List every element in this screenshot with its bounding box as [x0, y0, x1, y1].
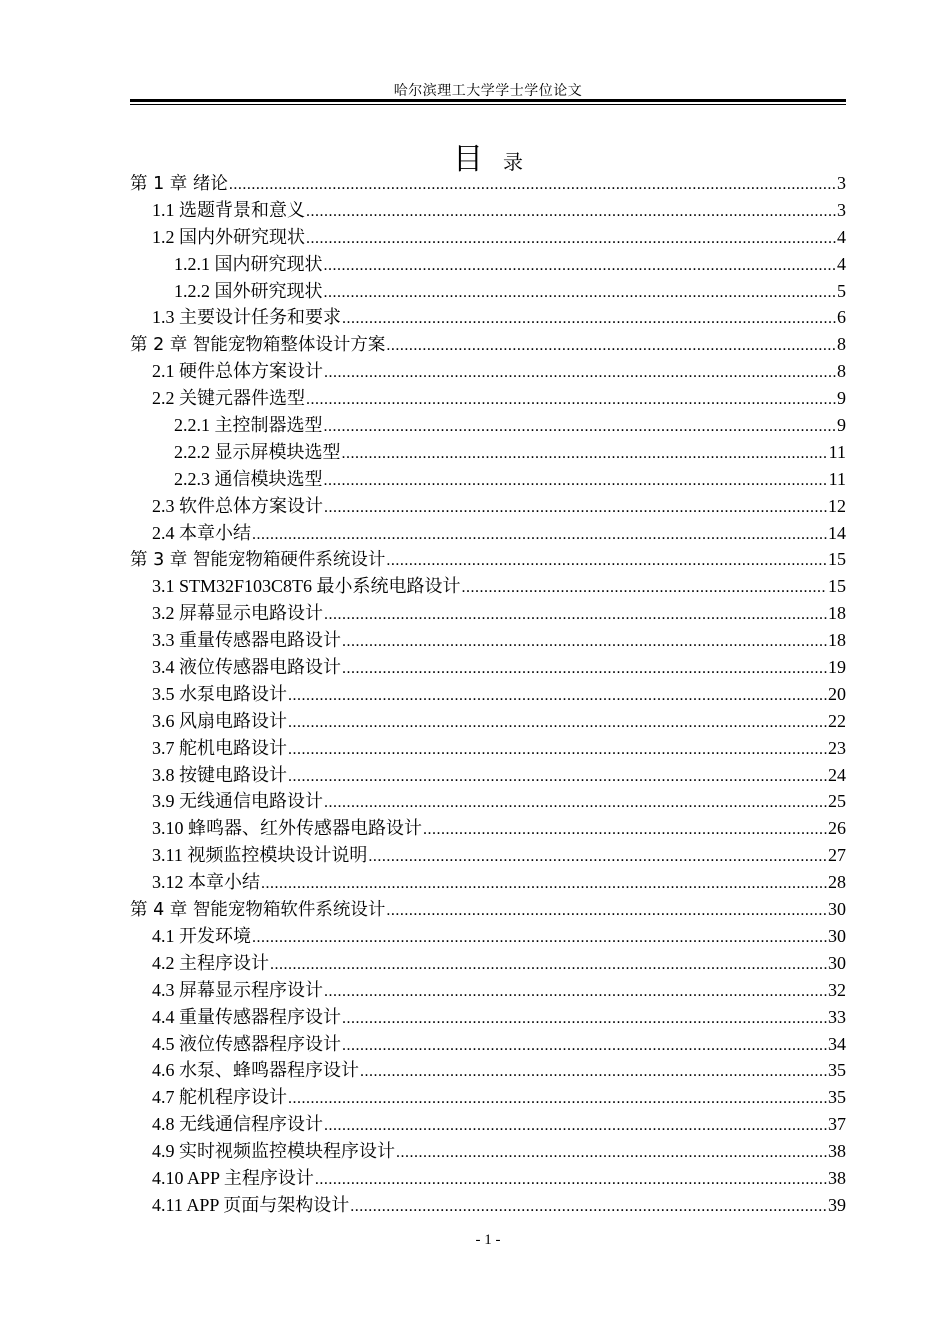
toc-entry-label: 4.9 实时视频监控模块程序设计	[152, 1141, 395, 1162]
toc-entry-page: 25	[828, 791, 846, 812]
toc-entry-label: 3.2 屏幕显示电路设计	[152, 603, 323, 624]
dot-leader	[386, 898, 827, 925]
toc-entry-label: 2.2.3 通信模块选型	[174, 468, 323, 489]
dot-leader	[288, 737, 827, 764]
dot-leader	[342, 629, 827, 656]
dot-leader	[324, 280, 837, 307]
dot-leader	[306, 226, 836, 253]
dot-leader	[324, 414, 837, 441]
toc-entry[interactable]	[130, 977, 846, 1004]
toc-entry[interactable]	[130, 251, 846, 278]
toc-entry[interactable]	[130, 869, 846, 896]
toc-entry-page: 23	[828, 737, 846, 758]
toc-entry[interactable]	[130, 546, 846, 573]
toc-entry[interactable]	[130, 762, 846, 789]
toc-entry-page: 15	[828, 549, 846, 570]
toc-entry-page: 9	[837, 415, 846, 436]
dot-leader	[288, 764, 827, 791]
dot-leader	[386, 333, 836, 360]
dot-leader	[423, 817, 827, 844]
toc-entry-page: 22	[828, 710, 846, 731]
toc-entry-label: 2.2.2 显示屏模块选型	[174, 441, 341, 462]
toc-entry-page: 15	[828, 576, 846, 597]
toc-entry[interactable]	[130, 600, 846, 627]
toc-entry-page: 38	[828, 1167, 846, 1188]
dot-leader	[288, 710, 827, 737]
toc-entry[interactable]	[130, 466, 846, 493]
toc-entry-page: 39	[828, 1194, 846, 1215]
toc-entry-label: 1.1 选题背景和意义	[152, 199, 305, 220]
dot-leader	[252, 925, 827, 952]
toc-entry[interactable]	[130, 412, 846, 439]
toc-entry-page: 8	[837, 334, 846, 355]
toc-heading-small: 录	[503, 150, 523, 174]
dot-leader	[342, 656, 827, 683]
dot-leader	[324, 602, 827, 629]
toc-entry[interactable]	[130, 331, 846, 358]
toc-entry-page: 5	[837, 280, 846, 301]
dot-leader	[342, 1033, 827, 1060]
dot-leader	[306, 387, 836, 414]
toc-entry[interactable]	[130, 950, 846, 977]
toc-entry-page: 11	[828, 441, 846, 462]
toc-entry-label: 3.6 风扇电路设计	[152, 710, 287, 731]
toc-entry-page: 3	[837, 199, 846, 220]
header-rule-thin	[130, 104, 846, 105]
page-number: - 1 -	[475, 1232, 501, 1248]
toc-heading-big: 目	[453, 142, 483, 177]
toc-entry[interactable]	[130, 654, 846, 681]
toc-entry-page: 30	[828, 925, 846, 946]
toc-entry[interactable]	[130, 1111, 846, 1138]
toc-entry-label: 2.1 硬件总体方案设计	[152, 361, 323, 382]
toc-entry[interactable]	[130, 896, 846, 923]
toc-entry[interactable]	[130, 708, 846, 735]
dot-leader	[342, 441, 828, 468]
dot-leader	[324, 979, 827, 1006]
toc-entry-page: 32	[828, 979, 846, 1000]
toc-entry[interactable]	[130, 170, 846, 197]
toc-entry[interactable]	[130, 304, 846, 331]
toc-entry[interactable]	[130, 520, 846, 547]
toc-entry-label: 3.5 水泵电路设计	[152, 683, 287, 704]
dot-leader	[324, 253, 837, 280]
toc-entry[interactable]	[130, 197, 846, 224]
toc-entry-label: 4.2 主程序设计	[152, 952, 269, 973]
toc-entry-label: 4.6 水泵、蜂鸣器程序设计	[152, 1060, 359, 1081]
toc-entry-label: 1.2.2 国外研究现状	[174, 280, 323, 301]
toc-entry[interactable]	[130, 788, 846, 815]
toc-entry-label: 3.11 视频监控模块设计说明	[152, 845, 368, 866]
toc-entry-page: 20	[828, 683, 846, 704]
toc-entry[interactable]	[130, 1084, 846, 1111]
toc-entry-label: 4.7 舵机程序设计	[152, 1087, 287, 1108]
dot-leader	[261, 871, 827, 898]
toc-entry-page: 14	[828, 522, 846, 543]
toc-entry-label: 第 4 章 智能宠物箱软件系统设计	[130, 900, 386, 921]
header-rule-thick	[130, 99, 846, 102]
toc-entry[interactable]	[130, 1165, 846, 1192]
toc-entry[interactable]	[130, 1057, 846, 1084]
toc-entry-page: 19	[828, 657, 846, 678]
dot-leader	[342, 1006, 827, 1033]
dot-leader	[252, 522, 827, 549]
toc-entry-label: 3.3 重量传感器电路设计	[152, 630, 341, 651]
toc-entry-label: 4.5 液位传感器程序设计	[152, 1033, 341, 1054]
dot-leader	[270, 952, 827, 979]
toc-entry-label: 第 1 章 绪论	[130, 174, 228, 194]
toc-entry-label: 2.4 本章小结	[152, 522, 251, 543]
dot-leader	[342, 306, 836, 333]
toc-entry-page: 38	[828, 1141, 846, 1162]
toc-entry-page: 35	[828, 1087, 846, 1108]
toc-entry-label: 4.4 重量传感器程序设计	[152, 1006, 341, 1027]
toc-entry[interactable]	[130, 681, 846, 708]
dot-leader	[288, 1086, 827, 1113]
toc-entry[interactable]	[130, 923, 846, 950]
toc-entry-label: 2.2.1 主控制器选型	[174, 415, 323, 436]
dot-leader	[350, 1194, 827, 1221]
toc-entry-label: 3.10 蜂鸣器、红外传感器电路设计	[152, 818, 422, 839]
toc-entry-label: 2.2 关键元器件选型	[152, 388, 305, 409]
toc-entry[interactable]	[130, 735, 846, 762]
toc-entry-page: 4	[837, 253, 846, 274]
toc-entry-page: 33	[828, 1006, 846, 1027]
toc-entry[interactable]	[130, 1138, 846, 1165]
dot-leader	[324, 790, 827, 817]
toc-entry-label: 4.11 APP 页面与架构设计	[152, 1194, 350, 1215]
toc-entry-label: 1.3 主要设计任务和要求	[152, 307, 341, 328]
toc-entry[interactable]	[130, 842, 846, 869]
toc-entry-page: 34	[828, 1033, 846, 1054]
dot-leader	[288, 683, 827, 710]
toc-entry-page: 9	[837, 388, 846, 409]
toc-entry-page: 4	[837, 226, 846, 247]
dot-leader	[324, 468, 828, 495]
toc-entry-page: 35	[828, 1060, 846, 1081]
toc-entry-page: 26	[828, 818, 846, 839]
dot-leader	[324, 495, 827, 522]
dot-leader	[324, 1113, 827, 1140]
toc-entry-label: 第 3 章 智能宠物箱硬件系统设计	[130, 550, 386, 571]
toc-entry[interactable]	[130, 573, 846, 600]
toc-entry-page: 12	[828, 495, 846, 516]
toc-entry-label: 3.1 STM32F103C8T6 最小系统电路设计	[152, 576, 461, 597]
toc-entry-label: 3.12 本章小结	[152, 872, 260, 893]
toc-entry[interactable]	[130, 1004, 846, 1031]
toc-entry-label: 4.1 开发环境	[152, 925, 251, 946]
toc-entry-page: 18	[828, 630, 846, 651]
toc-entry-label: 3.8 按键电路设计	[152, 764, 287, 785]
toc-entry[interactable]	[130, 224, 846, 251]
toc-entry-label: 3.9 无线通信电路设计	[152, 791, 323, 812]
toc-entry-page: 8	[837, 361, 846, 382]
toc-entry-label: 1.2.1 国内研究现状	[174, 253, 323, 274]
toc-entry-page: 6	[837, 307, 846, 328]
toc-entry[interactable]	[130, 1031, 846, 1058]
dot-leader	[396, 1140, 827, 1167]
toc-entry-page: 28	[828, 872, 846, 893]
dot-leader	[324, 360, 836, 387]
dot-leader	[360, 1059, 827, 1086]
toc-entry-label: 3.4 液位传感器电路设计	[152, 657, 341, 678]
toc-entry-label: 4.8 无线通信程序设计	[152, 1114, 323, 1135]
toc-entry-label: 第 2 章 智能宠物箱整体设计方案	[130, 335, 386, 356]
dot-leader	[306, 199, 836, 226]
toc-entry-page: 37	[828, 1114, 846, 1135]
table-of-contents	[130, 170, 846, 1219]
toc-entry[interactable]	[130, 358, 846, 385]
dot-leader	[462, 575, 827, 602]
toc-entry[interactable]	[130, 1192, 846, 1219]
toc-entry-page: 18	[828, 603, 846, 624]
toc-entry[interactable]	[130, 278, 846, 305]
toc-entry-page: 27	[828, 845, 846, 866]
toc-entry-label: 2.3 软件总体方案设计	[152, 495, 323, 516]
toc-entry[interactable]	[130, 385, 846, 412]
running-header: 哈尔滨理工大学学士学位论文	[393, 84, 583, 99]
toc-entry[interactable]	[130, 627, 846, 654]
toc-entry-page: 11	[828, 468, 846, 489]
toc-entry-label: 4.10 APP 主程序设计	[152, 1167, 314, 1188]
dot-leader	[386, 548, 827, 575]
toc-entry-label: 3.7 舵机电路设计	[152, 737, 287, 758]
dot-leader	[368, 844, 827, 871]
toc-entry-label: 1.2 国内外研究现状	[152, 226, 305, 247]
toc-entry-page: 3	[837, 173, 846, 193]
toc-entry[interactable]	[130, 493, 846, 520]
toc-entry-page: 30	[828, 899, 846, 920]
toc-entry-page: 30	[828, 952, 846, 973]
toc-entry[interactable]	[130, 815, 846, 842]
dot-leader	[315, 1167, 827, 1194]
toc-entry[interactable]	[130, 439, 846, 466]
dot-leader	[229, 172, 836, 199]
toc-entry-page: 24	[828, 764, 846, 785]
toc-entry-label: 4.3 屏幕显示程序设计	[152, 979, 323, 1000]
